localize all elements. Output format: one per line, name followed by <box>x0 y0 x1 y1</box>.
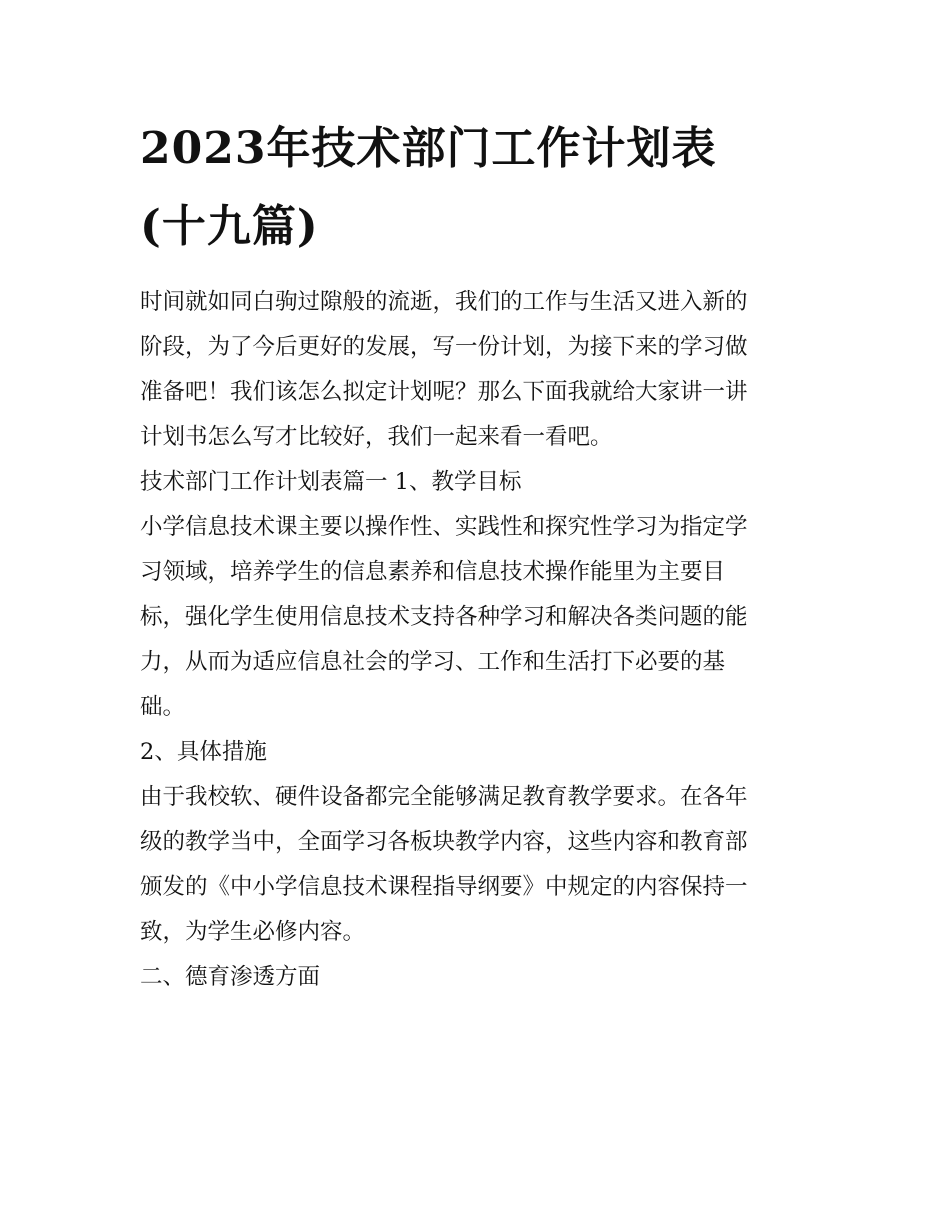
goal-paragraph <box>140 505 820 730</box>
text-line: 技术部门工作计划表篇一 1、教学目标 <box>140 469 522 495</box>
title-line: 2023年技术部门工作计划表 <box>140 123 717 174</box>
text-line: 计划书怎么写才比较好，我们一起来看一看吧。 <box>140 424 613 450</box>
text-line: 致，为学生必修内容。 <box>140 919 366 945</box>
section-heading <box>140 955 820 1000</box>
intro-paragraph <box>140 280 820 460</box>
text-line: 准备吧！我们该怎么拟定计划呢？那么下面我就给大家讲一讲 <box>140 379 748 405</box>
text-line: 础。 <box>140 694 186 720</box>
text-line: 力，从而为适应信息社会的学习、工作和生活打下必要的基 <box>140 649 726 675</box>
section-heading <box>140 460 820 505</box>
text-line: 由于我校软、硬件设备都完全能够满足教育教学要求。在各年 <box>140 784 748 810</box>
document-body <box>140 280 820 1000</box>
title-line: (十九篇) <box>140 201 319 252</box>
text-line: 小学信息技术课主要以操作性、实践性和探究性学习为指定学 <box>140 514 748 540</box>
measures-paragraph <box>140 775 820 955</box>
text-line: 习领域，培养学生的信息素养和信息技术操作能里为主要目 <box>140 559 726 585</box>
subsection-heading <box>140 730 820 775</box>
document-title <box>140 110 830 266</box>
text-line: 颁发的《中小学信息技术课程指导纲要》中规定的内容保持一 <box>140 874 748 900</box>
text-line: 阶段，为了今后更好的发展，写一份计划，为接下来的学习做 <box>140 334 748 360</box>
text-line: 时间就如同白驹过隙般的流逝，我们的工作与生活又进入新的 <box>140 289 748 315</box>
text-line: 级的教学当中，全面学习各板块教学内容，这些内容和教育部 <box>140 829 748 855</box>
text-line: 二、德育渗透方面 <box>140 964 321 990</box>
text-line: 2、具体措施 <box>140 739 267 765</box>
text-line: 标，强化学生使用信息技术支持各种学习和解决各类问题的能 <box>140 604 748 630</box>
